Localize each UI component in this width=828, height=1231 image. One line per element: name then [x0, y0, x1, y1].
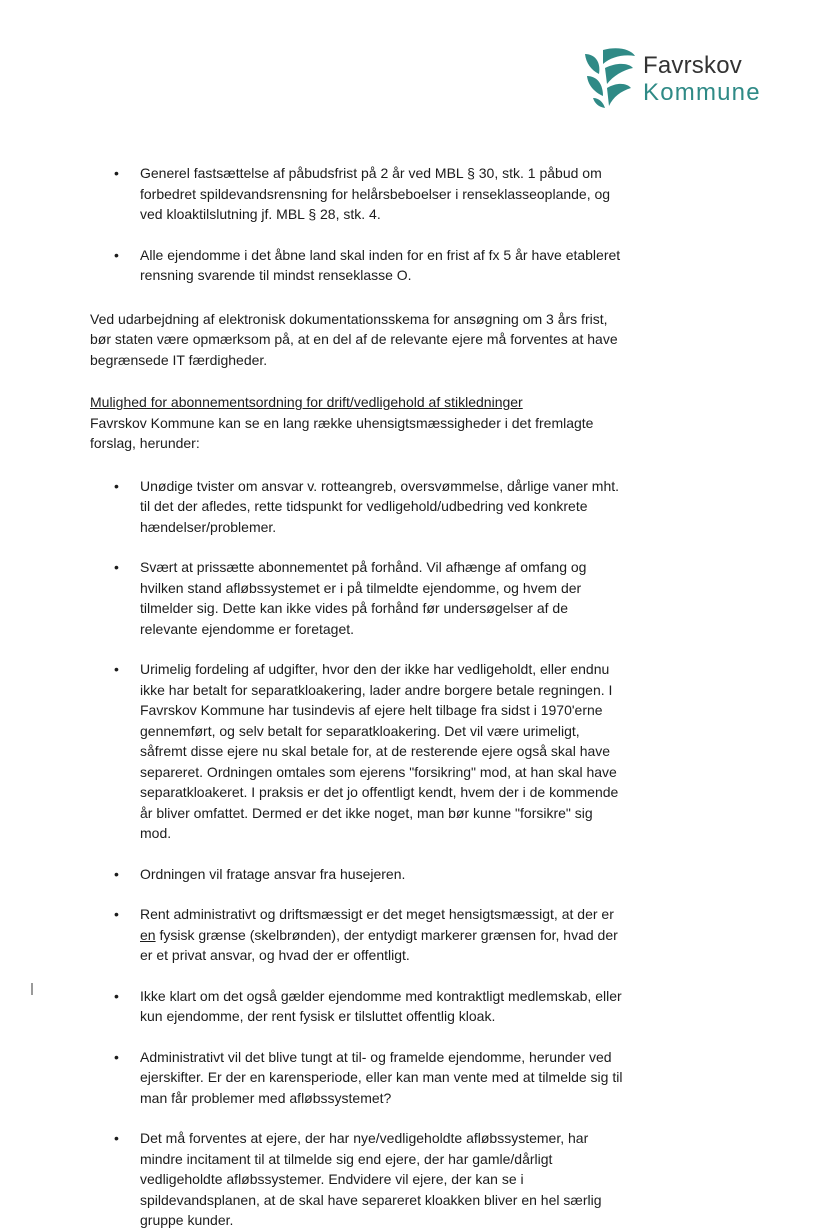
bullet-icon: •	[114, 865, 119, 882]
bullet-icon: •	[114, 987, 119, 1004]
bullet-text: Det må forventes at ejere, der har nye/vedligeholdte afløbssystemer, har mindre incitament til at tilmelde sig end ejere, der har gamle/dårligt vedligeholdte afløbssystemer. Endvidere vil ejere, der kan se i spildevandsplanen, at de skal have separeret kloakken bliver en hel særlig gruppe kunder.	[140, 1130, 602, 1228]
municipality-logo	[583, 46, 773, 110]
bullet-text: Unødige tvister om ansvar v. rotteangreb, oversvømmelse, dårlige vaner mht. til det der afledes, rette tidspunkt for vedligehold/udbedring ved konkrete hændelser/problemer.	[140, 477, 620, 535]
list-item	[90, 659, 625, 844]
bullet-text: Administrativt vil det blive tungt at til- og framelde ejendomme, herunder ved ejerskifter. Er der en karensperiode, eller kan man vente med at tilmelde sig til man får problemer med afløbssystemet?	[140, 1048, 623, 1106]
logo-wordmark	[643, 54, 761, 105]
list-item	[90, 986, 625, 1027]
bullet-text: Generel fastsættelse af påbudsfrist på 2 år ved MBL § 30, stk. 1 påbud om forbedret spildevandsrensning for helårsbeboelser i renseklasseoplande, og ved kloaktilslutning jf. MBL § 28, stk. 4.	[140, 165, 611, 222]
list-item	[90, 904, 625, 966]
bullet-icon: •	[114, 477, 119, 494]
list-item	[90, 1047, 625, 1109]
bullet-icon: •	[114, 559, 119, 575]
list-item	[90, 476, 625, 538]
bullet-text	[140, 906, 618, 963]
list-item	[90, 245, 625, 286]
list-item	[90, 163, 625, 225]
bullet-text: Svært at prissætte abonnementet på forhånd. Vil afhænge af omfang og hvilken stand afløbssystemet er i på tilmeldte ejendomme, og hvem der tilmelder sig. Dette kan ikke vides på forhånd før undersøgelser af de relevante ejendomme er foretaget.	[140, 559, 587, 637]
list-item	[90, 1128, 625, 1231]
bullet-icon: •	[114, 1048, 119, 1065]
section-intro: Favrskov Kommune kan se en lang række uhensigtsmæssigheder i det fremlagte forslag, herunder:	[90, 414, 594, 451]
bullet-icon: •	[114, 906, 119, 922]
bullet-text: Ordningen vil fratage ansvar fra husejeren.	[140, 865, 406, 882]
logo-name-line1: Favrskov	[643, 52, 742, 79]
document-body	[90, 163, 625, 1231]
top-bullet-list	[90, 163, 625, 286]
underlined-word: en	[140, 926, 156, 943]
bullet-text-before: Rent administrativt og driftsmæssigt er det meget hensigtsmæssigt, at der er	[140, 906, 614, 922]
logo-name-line2: Kommune	[643, 79, 761, 106]
section-bullet-list	[90, 476, 625, 1231]
paragraph: Ved udarbejdning af elektronisk dokumentationsskema for ansøgning om 3 års frist, bør staten være opmærksom på, at en del af de relevante ejere må forventes at have begrænsede IT færdigheder.	[90, 310, 618, 368]
bullet-text: Urimelig fordeling af udgifter, hvor den der ikke har vedligeholdt, eller endnu ikke har betalt for separatkloakering, lader andre borgere betale regningen. I Favrskov Kommune har tusindevis af ejere helt tilbage fra sidst i 1970'erne gennemført, og selv betalt for separatkloakering. Det vil være urimeligt, såfremt disse ejere nu skal betale for, at de resterende ejere også skal have separeret. Ordningen omtales som ejerens "forsikring" mod, at han skal have separatkloakeret. I praksis er det jo offentligt kendt, hvem der i de kommende år bliver omfattet. Dermed er det ikke noget, man bør kunne "forsikre" sig mod.	[140, 661, 619, 841]
leaf-emblem-icon	[583, 46, 637, 110]
bullet-icon: •	[114, 661, 119, 677]
bullet-text-after: fysisk grænse (skelbrønden), der entydigt markerer grænsen for, hvad der er et privat ansvar, og hvad der er offentligt.	[140, 926, 618, 963]
list-item	[90, 557, 625, 639]
bullet-icon: •	[114, 1130, 119, 1146]
list-item	[90, 864, 625, 885]
section-heading: Mulighed for abonnementsordning for drift/vedligehold af stikledninger	[90, 394, 523, 410]
bullet-icon: •	[114, 246, 119, 263]
bullet-text: Ikke klart om det også gælder ejendomme med kontraktligt medlemskab, eller kun ejendomme, der rent fysisk er tilsluttet offentlig kloak.	[140, 987, 622, 1024]
bullet-icon: •	[114, 165, 119, 181]
scan-mark	[31, 983, 33, 995]
bullet-text: Alle ejendomme i det åbne land skal inden for en frist af fx 5 år have etableret rensning svarende til mindst renseklasse O.	[140, 246, 621, 283]
